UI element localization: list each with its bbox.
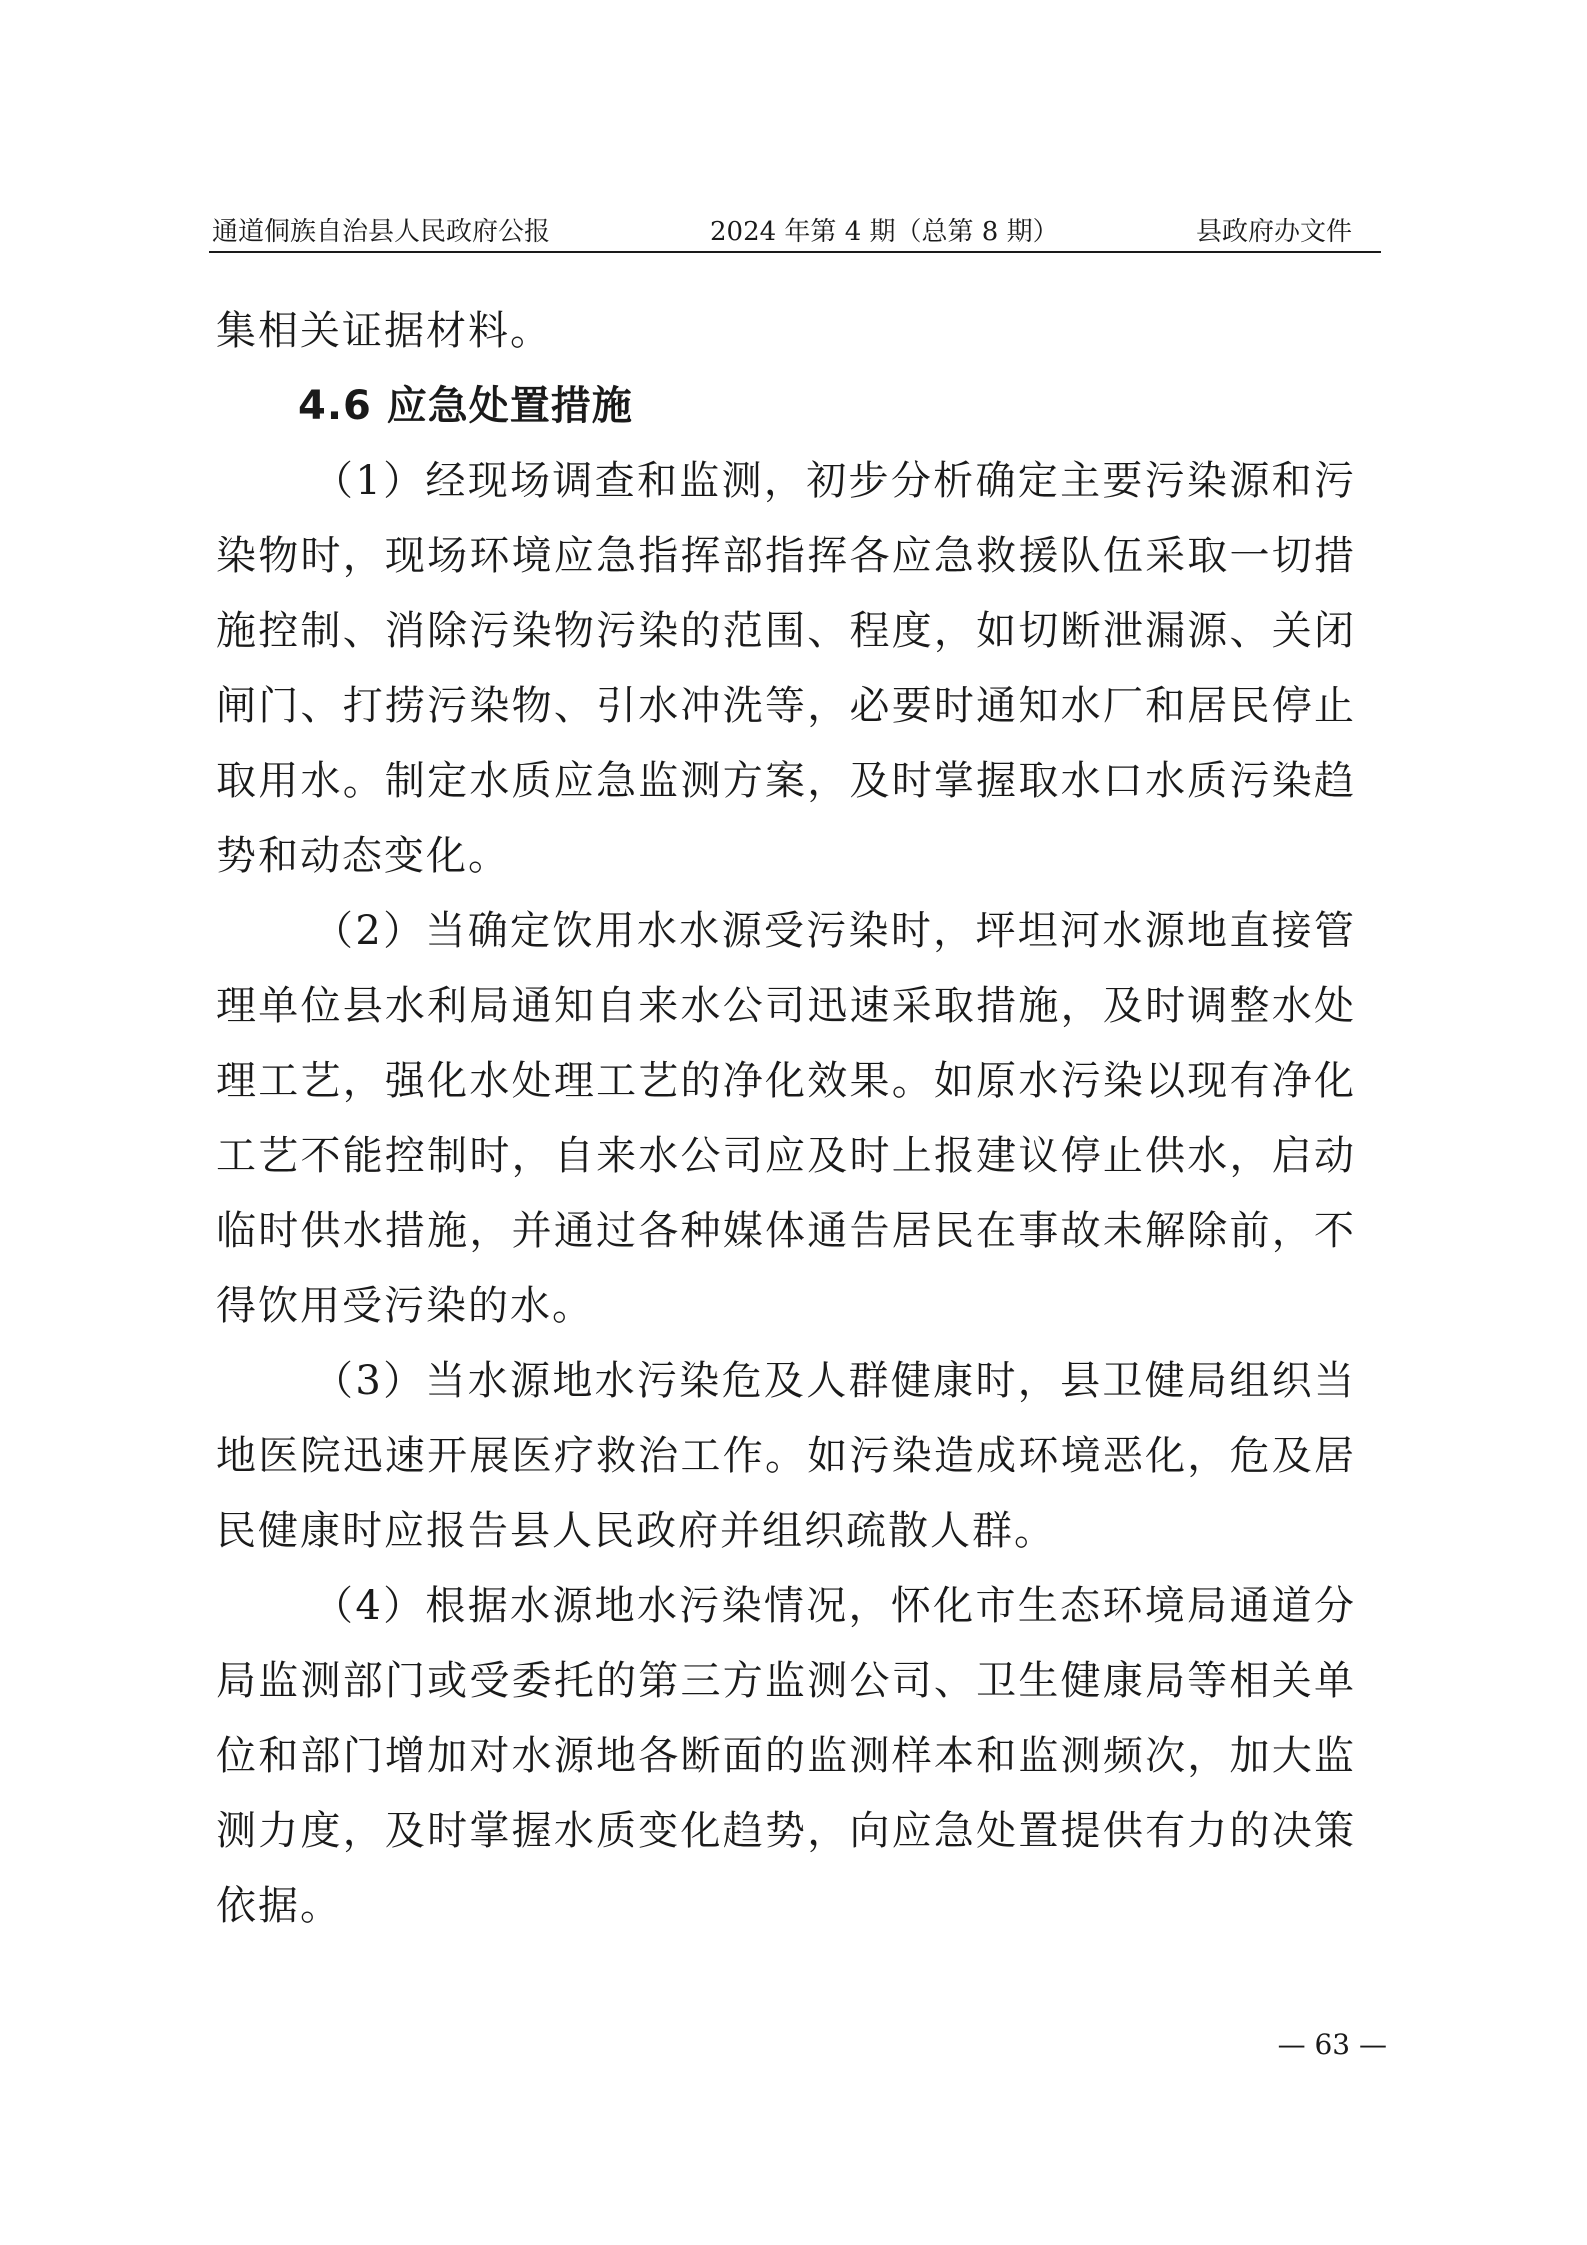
header-section-label: 县政府办文件 [1195,217,1352,247]
page-number: — 63 — [1277,2028,1387,2061]
header-publication-title: 通道侗族自治县人民政府公报 [212,217,551,247]
continuation-paragraph: 集相关证据材料。 [216,308,552,354]
header-issue-info: 2024 年第 4 期（总第 8 期） [710,217,1059,247]
paragraph-4: （4）根据水源地水污染情况，怀化市生态环境局通道分局监测部门或受委托的第三方监测公司、卫生健康局等相关单位和部门增加对水源地各断面的监测样本和监测频次，加大监测力度，及时掌握水质变化趋势，向应急处置提供有力的决策依据。 [216,1583,1356,1929]
paragraph-2: （2）当确定饮用水水源受污染时，坪坦河水源地直接管理单位县水利局通知自来水公司迅速采取措施，及时调整水处理工艺，强化水处理工艺的净化效果。如原水污染以现有净化工艺不能控制时，自来水公司应及时上报建议停止供水，启动临时供水措施，并通过各种媒体通告居民在事故未解除前，不得饮用受污染的水。 [216,908,1356,1329]
paragraph-3: （3）当水源地水污染危及人群健康时，县卫健局组织当地医院迅速开展医疗救治工作。如污染造成环境恶化，危及居民健康时应报告县人民政府并组织疏散人群。 [216,1358,1356,1554]
document-body [216,294,1356,1944]
header-divider [209,251,1381,253]
page-header [212,211,1388,253]
paragraph-1: （1）经现场调查和监测，初步分析确定主要污染源和污染物时，现场环境应急指挥部指挥各应急救援队伍采取一切措施控制、消除污染物污染的范围、程度，如切断泄漏源、关闭闸门、打捞污染物、引水冲洗等，必要时通知水厂和居民停止取用水。制定水质应急监测方案，及时掌握取水口水质污染趋势和动态变化。 [216,458,1356,879]
section-heading: 4.6 应急处置措施 [298,383,633,429]
